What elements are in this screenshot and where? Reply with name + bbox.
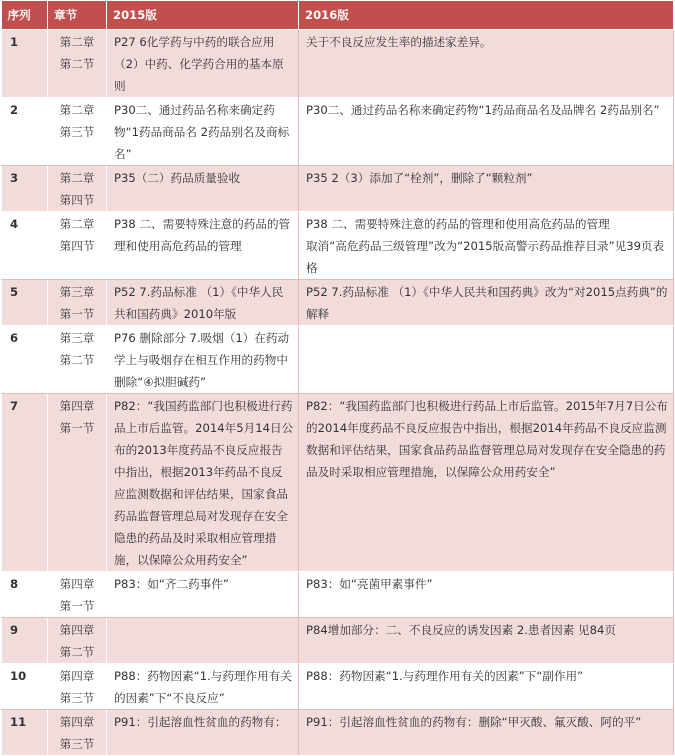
version-2015-cell: [107, 664, 299, 710]
table-row: [2, 394, 674, 572]
row-number-cell-text: 7: [10, 399, 19, 413]
version-2015-cell: [107, 166, 299, 212]
chapter-cell-text: 第四章: [59, 623, 95, 637]
table-row: [2, 618, 674, 664]
row-number-cell: [2, 98, 48, 166]
version-2015-cell: [107, 394, 299, 572]
chapter-cell-text: 第三节: [59, 737, 95, 751]
row-number-cell: [2, 166, 48, 212]
chapter-cell: [48, 618, 107, 664]
version-2016-cell-text: 关于不良反应发生率的描述家差异。: [306, 35, 492, 49]
version-2016-cell: [299, 664, 674, 710]
chapter-cell: [48, 394, 107, 572]
version-2015-cell: [107, 280, 299, 326]
version-2015-cell: [107, 98, 299, 166]
row-number-cell: [2, 710, 48, 756]
row-number-cell-text: 4: [10, 217, 19, 231]
row-number-cell-text: 11: [10, 715, 27, 729]
chapter-cell-text: 第一节: [59, 307, 95, 321]
version-2016-cell: [299, 572, 674, 618]
row-number-cell-text: 9: [10, 623, 19, 637]
row-number-cell: [2, 212, 48, 280]
table-body: [2, 30, 674, 756]
table-row: [2, 572, 674, 618]
chapter-cell-text: 第二章: [59, 35, 95, 49]
row-number-cell: [2, 618, 48, 664]
chapter-cell-text: 第四章: [59, 399, 95, 413]
header-serial: 序列: [2, 1, 48, 30]
row-number-cell: [2, 30, 48, 98]
header-chapter: 章节: [48, 1, 107, 30]
chapter-cell-text: 第二节: [59, 57, 95, 71]
version-2015-cell-text: P30二、通过药品名称来确定药物“1药品商品名 2药品别名及商标名”: [114, 103, 290, 161]
version-2015-cell-text: P82：“我国药监部门也积极进行药品上市后监管。2014年5月14日公布的2013年度药品不良反应报告中指出，根据2013年药品不良反应监测数据和评估结果，国家食品药品监督管理总局对发现存在安全隐患的药品及时采取相应管理措施，以保障公众用药安全”: [114, 399, 294, 567]
chapter-cell-text: 第三节: [59, 125, 95, 139]
table-row: [2, 280, 674, 326]
version-2016-cell-text: P83：如“亮菌甲素事件”: [306, 577, 433, 591]
header-2015: 2015版: [107, 1, 299, 30]
version-2015-cell: [107, 710, 299, 756]
row-number-cell: [2, 394, 48, 572]
chapter-cell: [48, 30, 107, 98]
version-2016-cell: [299, 618, 674, 664]
row-number-cell-text: 10: [10, 669, 27, 683]
version-2016-cell-text: P52 7.药品标准 （1）《中华人民共和国药典》改为“对2015点药典”的解释: [306, 285, 668, 321]
row-number-cell-text: 6: [10, 331, 19, 345]
row-number-cell-text: 8: [10, 577, 19, 591]
version-2016-cell-text: P38 二、需要特殊注意的药品的管理和使用高危药品的管理: [306, 217, 610, 231]
row-number-cell: [2, 572, 48, 618]
table-row: [2, 326, 674, 394]
row-number-cell-text: 3: [10, 171, 19, 185]
row-number-cell-text: 2: [10, 103, 19, 117]
chapter-cell: [48, 166, 107, 212]
version-2016-cell-text: P91：引起溶血性贫血的药物有：删除“甲灭酸、氟灭酸、阿的平”: [306, 715, 642, 729]
chapter-cell: [48, 212, 107, 280]
chapter-cell-text: 第二章: [59, 171, 95, 185]
version-2015-cell-text: P52 7.药品标准 （1）《中华人民共和国药典》2010年版: [114, 285, 284, 321]
chapter-cell: [48, 280, 107, 326]
version-2016-cell: [299, 280, 674, 326]
version-2016-cell-text: P35 2（3）添加了“栓剂”，删除了“颗粒剂”: [306, 171, 533, 185]
version-2015-cell: [107, 618, 299, 664]
version-2015-cell-text: P27 6化学药与中药的联合应用（2）中药、化学药合用的基本原则: [114, 35, 284, 93]
row-number-cell-text: 1: [10, 35, 19, 49]
row-number-cell: [2, 280, 48, 326]
version-2016-cell: [299, 166, 674, 212]
version-2015-cell-text: P88：药物因素“1.与药理作用有关的因素”下“不良反应”: [114, 669, 292, 705]
chapter-cell: [48, 98, 107, 166]
table-row: [2, 166, 674, 212]
chapter-cell-text: 第一节: [59, 421, 95, 435]
chapter-cell: [48, 326, 107, 394]
chapter-cell-text: 第三章: [59, 331, 95, 345]
chapter-cell-text: 第一节: [59, 599, 95, 613]
version-2015-cell-text: P91：引起溶血性贫血的药物有：: [114, 715, 287, 729]
table-row: [2, 664, 674, 710]
comparison-table: [1, 1, 674, 756]
chapter-cell-text: 第四章: [59, 669, 95, 683]
chapter-cell-text: 第三章: [59, 285, 95, 299]
version-2016-cell-text: P82：“我国药监部门也积极进行药品上市后监管。2015年7月7日公布的2014年度药品不良反应报告中指出，根据2014年药品不良反应监测数据和评估结果，国家食品药品监督管理总局对发现存在安全隐患的药品及时采取相应管理措施，以保障公众用药安全”: [306, 399, 668, 479]
chapter-cell-text: 第二章: [59, 103, 95, 117]
version-2015-cell: [107, 572, 299, 618]
version-2016-cell: [299, 394, 674, 572]
chapter-cell-text: 第四节: [59, 239, 95, 253]
chapter-cell-text: 第四章: [59, 715, 95, 729]
chapter-cell-text: 第二节: [59, 645, 95, 659]
version-2015-cell: [107, 212, 299, 280]
chapter-cell: [48, 664, 107, 710]
chapter-cell-text: 第三节: [59, 691, 95, 705]
table-row: [2, 98, 674, 166]
version-2015-cell: [107, 30, 299, 98]
row-number-cell: [2, 326, 48, 394]
chapter-cell-text: 第二节: [59, 353, 95, 367]
chapter-cell-text: 第四章: [59, 577, 95, 591]
row-number-cell: [2, 664, 48, 710]
version-2016-cell-text: P30二、通过药品名称来确定药物“1药品商品名及品牌名 2药品别名”: [306, 103, 660, 117]
version-2016-cell: [299, 30, 674, 98]
header-2016: 2016版: [299, 1, 674, 30]
version-2016-cell: [299, 326, 674, 394]
version-2015-cell-text: P38 二、需要特殊注意的药品的管理和使用高危药品的管理: [114, 217, 291, 253]
table-row: [2, 30, 674, 98]
chapter-cell: [48, 710, 107, 756]
header-row: [2, 1, 674, 30]
version-2016-cell-text: P84增加部分：二、不良反应的诱发因素 2.患者因素 见84页: [306, 623, 616, 637]
version-2016-cell-text: P88：药物因素“1.与药理作用有关的因素”下“副作用”: [306, 669, 584, 683]
version-2015-cell-text: P76 删除部分 7.吸烟（1）在药动学上与吸烟存在相互作用的药物中删除“④拟胆碱药”: [114, 331, 290, 389]
version-2015-cell-text: P35（二）药品质量验收: [114, 171, 241, 185]
table-row: [2, 710, 674, 756]
version-2016-cell-text: 取消“高危药品三级管理”改为“2015版高警示药品推荐目录”见39页表格: [306, 239, 665, 275]
version-2015-cell-text: P83：如“齐二药事件”: [114, 577, 229, 591]
chapter-cell: [48, 572, 107, 618]
version-2016-cell: [299, 212, 674, 280]
row-number-cell-text: 5: [10, 285, 19, 299]
version-2015-cell: [107, 326, 299, 394]
chapter-cell-text: 第二章: [59, 217, 95, 231]
chapter-cell-text: 第四节: [59, 193, 95, 207]
table-row: [2, 212, 674, 280]
version-2016-cell: [299, 98, 674, 166]
version-2016-cell: [299, 710, 674, 756]
